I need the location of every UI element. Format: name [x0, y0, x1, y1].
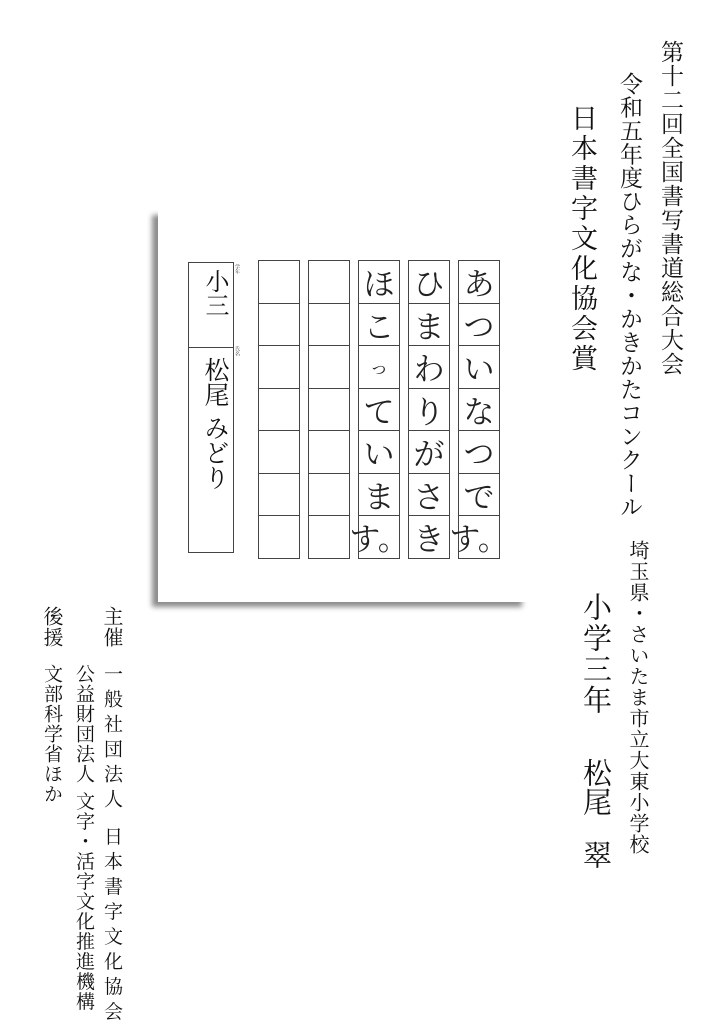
artwork-char: す。 — [458, 516, 500, 559]
grade: 小学三年 — [579, 592, 613, 716]
artwork-char: つ — [458, 431, 500, 474]
host-organization-2: 公益財団法人 文字・活字文化推進機構 — [73, 664, 95, 1012]
winner-given-name: 翠 — [579, 840, 613, 869]
artwork-char: い — [458, 346, 500, 389]
host-organization-1: 一般社団法人 日本書字文化協会 — [101, 664, 123, 1026]
artwork-column-2 — [408, 260, 450, 559]
artwork-char: で — [458, 474, 500, 517]
artwork-char: こ — [358, 304, 400, 347]
artwork-char: わ — [408, 346, 450, 389]
artwork-column-1 — [449, 260, 509, 559]
artwork-char: つ — [458, 304, 500, 347]
artwork-char: す。 — [358, 516, 400, 559]
artwork-char: い — [358, 431, 400, 474]
artwork-name: 松尾 みどり — [201, 357, 230, 490]
contest-title: 第十二回全国書写書道総合大会 — [657, 40, 683, 376]
artwork-char: あ — [458, 260, 500, 304]
name-box — [188, 262, 234, 553]
artwork-char: ま — [358, 474, 400, 517]
artwork-char: が — [408, 431, 450, 474]
artwork-char: っ — [358, 346, 400, 389]
winner-family-name: 松尾 — [579, 758, 613, 816]
artwork-column-empty-2 — [258, 260, 300, 559]
artwork-char: き — [408, 516, 450, 559]
artwork-column-3 — [349, 260, 409, 559]
artwork-char: て — [358, 389, 400, 432]
artwork-grade: 小三 — [201, 269, 229, 317]
grade-field-label: 学年 — [234, 264, 240, 274]
school-name: 埼玉県・さいたま市立大東小学校 — [626, 540, 650, 855]
support-label: 後援 — [40, 606, 64, 648]
artwork-char: ひ — [408, 260, 450, 304]
artwork-char: ま — [408, 304, 450, 347]
artwork-char: り — [408, 389, 450, 432]
name-field-label: 氏名 — [234, 346, 240, 356]
support-organization: 文部科学省ほか — [41, 664, 63, 804]
artwork-char: ほ — [358, 260, 400, 304]
artwork-char: な — [458, 389, 500, 432]
host-label: 主催 — [100, 606, 124, 648]
artwork-char: さ — [408, 474, 450, 517]
artwork-column-empty-1 — [308, 260, 350, 559]
contest-subtitle: 令和五年度ひらがな・かきかたコンクール — [616, 72, 642, 519]
award-name: 日本書字文化協会賞 — [566, 104, 597, 374]
calligraphy-artwork — [158, 210, 528, 602]
